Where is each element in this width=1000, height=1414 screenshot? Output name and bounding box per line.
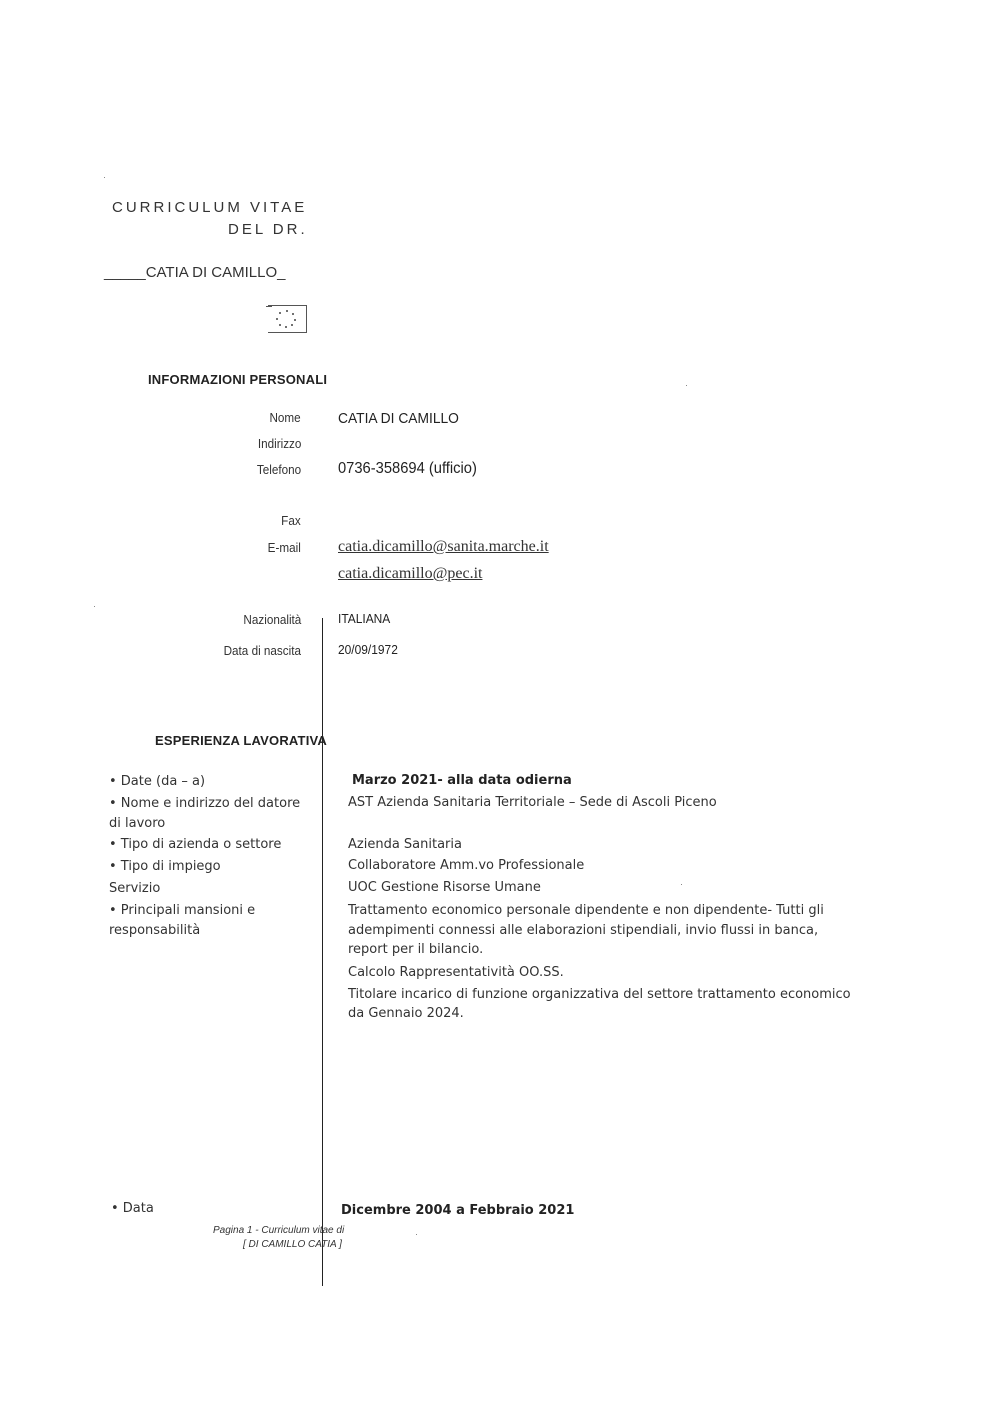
value-nazionalita: ITALIANA — [338, 611, 391, 626]
email-link-1[interactable]: catia.dicamillo@sanita.marche.it — [338, 538, 549, 555]
label-duties-2: responsabilità — [109, 923, 201, 938]
value-duties-line-5: Titolare incarico di funzione organizzativa del settore trattamento economico — [348, 987, 851, 1002]
section-title-personal: INFORMAZIONI PERSONALI — [148, 372, 328, 387]
value-date: Marzo 2021- alla data odierna — [352, 773, 572, 788]
value-employer: AST Azienda Sanitaria Territoriale – Sede di Ascoli Piceno — [348, 795, 717, 810]
label-date-2: • Data — [111, 1201, 154, 1216]
scan-speck — [416, 1234, 417, 1235]
label-date: • Date (da – a) — [109, 774, 206, 789]
scan-speck — [686, 385, 687, 386]
value-duties-line-3: report per il bilancio. — [348, 942, 484, 957]
value-duties-line-1: Trattamento economico personale dipendente e non dipendente- Tutti gli — [348, 903, 824, 918]
cv-title-line2: DEL DR. — [228, 221, 308, 238]
scan-speck — [104, 177, 105, 178]
value-data-nascita: 20/09/1972 — [338, 642, 398, 657]
email-link-2[interactable]: catia.dicamillo@pec.it — [338, 565, 483, 582]
label-sector: • Tipo di azienda o settore — [109, 837, 282, 852]
value-job-type: Collaboratore Amm.vo Professionale — [348, 858, 585, 873]
label-nazionalita: Nazionalità — [243, 612, 301, 627]
label-duties-1: • Principali mansioni e — [109, 903, 256, 918]
label-employer-1: • Nome e indirizzo del datore — [109, 796, 301, 811]
label-fax: Fax — [281, 513, 301, 528]
cv-name-line: _____CATIA DI CAMILLO_ — [104, 264, 286, 281]
footer-name-line: [ DI CAMILLO CATIA ] — [243, 1239, 342, 1250]
scan-speck — [94, 606, 95, 607]
value-sector: Azienda Sanitaria — [348, 837, 462, 852]
label-nome: Nome — [269, 410, 301, 425]
label-indirizzo: Indirizzo — [257, 436, 301, 451]
label-service: Servizio — [109, 881, 161, 896]
value-duties-line-6: da Gennaio 2024. — [348, 1006, 464, 1021]
footer-page-line: Pagina 1 - Curriculum vitae di — [213, 1225, 345, 1236]
value-telefono: 0736-358694 (ufficio) — [338, 460, 477, 477]
label-data-nascita: Data di nascita — [223, 643, 301, 658]
value-duties-line-4: Calcolo Rappresentatività OO.SS. — [348, 965, 564, 980]
vertical-divider — [322, 618, 323, 1286]
label-telefono: Telefono — [256, 462, 301, 477]
cv-title-line1: CURRICULUM VITAE — [112, 199, 308, 216]
eu-flag-logo — [268, 305, 307, 333]
section-title-experience: ESPERIENZA LAVORATIVA — [155, 733, 328, 748]
label-email: E-mail — [267, 540, 301, 555]
label-employer-2: di lavoro — [109, 816, 166, 831]
scan-speck — [681, 884, 682, 885]
value-service: UOC Gestione Risorse Umane — [348, 880, 541, 895]
label-job-type: • Tipo di impiego — [109, 859, 221, 874]
value-date-2: Dicembre 2004 a Febbraio 2021 — [341, 1203, 575, 1218]
value-nome: CATIA DI CAMILLO — [338, 410, 459, 427]
value-duties-line-2: adempimenti connessi alle elaborazioni stipendiali, invio flussi in banca, — [348, 923, 819, 938]
